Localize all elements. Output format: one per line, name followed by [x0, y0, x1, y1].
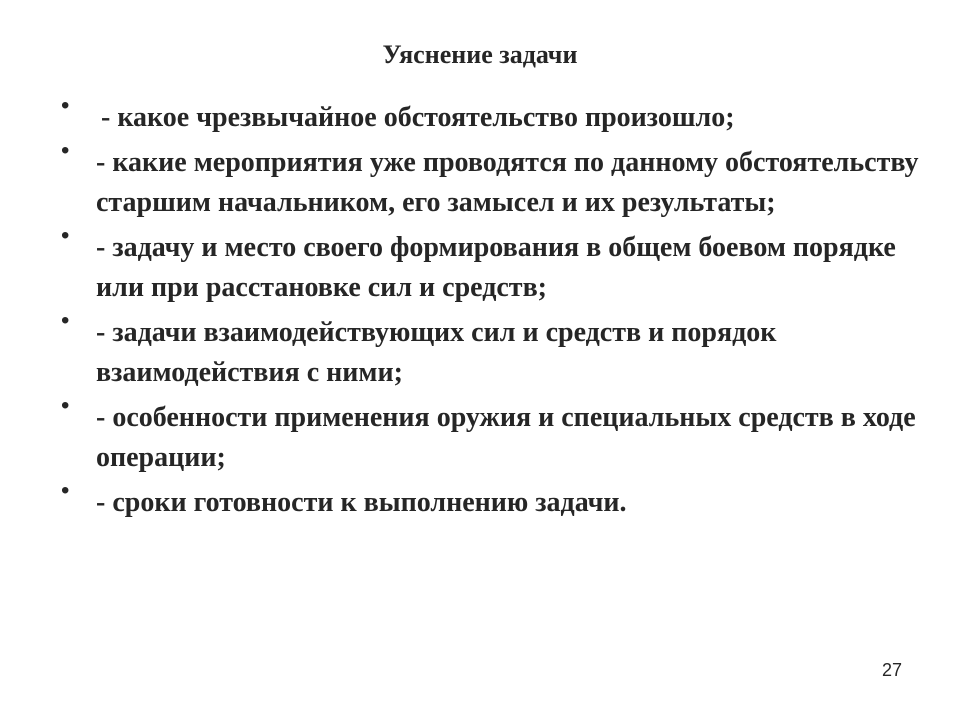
bullet-dot-icon: •: [61, 137, 70, 164]
page-number: 27: [881, 660, 902, 680]
bullet-dot-icon: •: [61, 307, 70, 334]
bullet-item-measures: [60, 137, 920, 223]
bullet-item-what-happened: [60, 92, 920, 138]
bullet-text: - особенности применения оружия и специальных средств в ходе операции;: [96, 402, 916, 473]
bullet-dot-icon: •: [61, 92, 70, 119]
bullet-item-task-place: [60, 222, 920, 308]
bullet-item-interaction: [60, 307, 920, 393]
bullet-dot-icon: •: [61, 392, 70, 419]
bullet-item-readiness: [60, 477, 920, 523]
bullet-text: - какие мероприятия уже проводятся по данному обстоятельству старшим начальником, его замысел и их результаты;: [96, 147, 919, 218]
bullet-list: [60, 92, 920, 528]
bullet-text: - сроки готовности к выполнению задачи.: [96, 487, 627, 518]
bullet-text: - задачу и место своего формирования в общем боевом порядке или при расстановке сил и средств;: [96, 232, 896, 303]
bullet-item-weapons: [60, 392, 920, 478]
slide-title: Уяснение задачи: [382, 40, 578, 69]
bullet-dot-icon: •: [61, 477, 70, 504]
bullet-text: - какое чрезвычайное обстоятельство произошло;: [101, 102, 735, 133]
bullet-dot-icon: •: [61, 222, 70, 249]
bullet-text: - задачи взаимодействующих сил и средств и порядок взаимодействия с ними;: [96, 317, 777, 388]
